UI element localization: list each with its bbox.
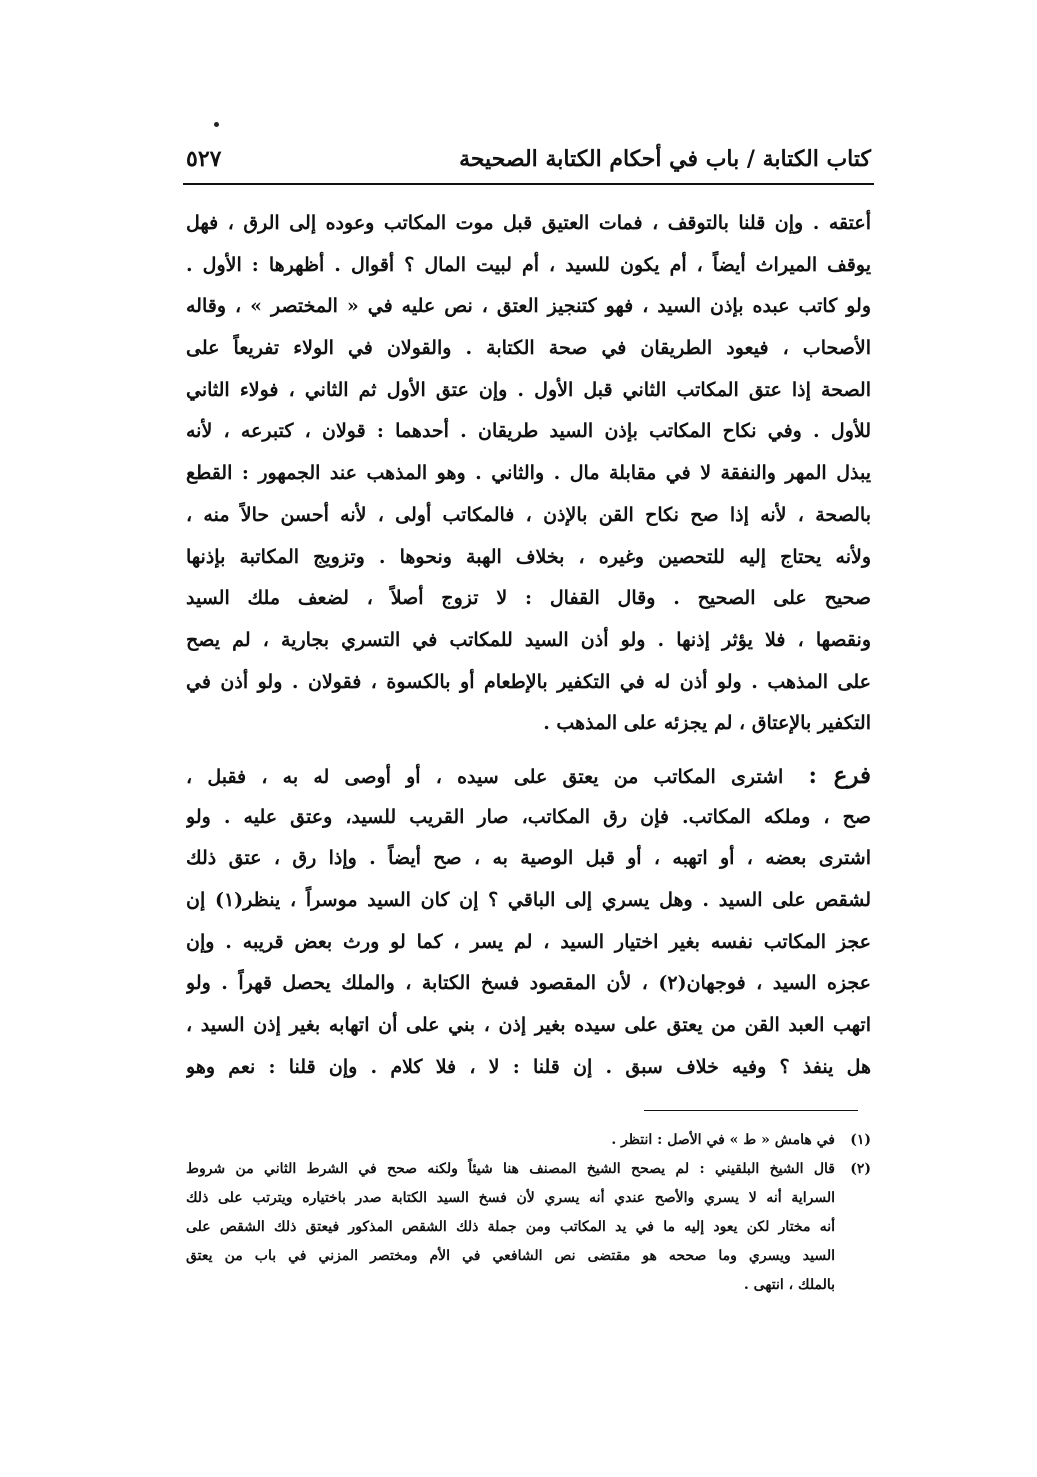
- text-line: ولو كاتب عبده بإذن السيد ، فهو كتنجيز العتق ، نص عليه في « المختصر » ، وقاله: [186, 295, 871, 318]
- text-line: الأصحاب ، فيعود الطريقان في صحة الكتابة . والقولان في الولاء تفريعاً على: [186, 337, 871, 360]
- footnotes: [186, 1126, 871, 1300]
- footnote-1: [186, 1126, 871, 1155]
- header-divider: [183, 183, 874, 185]
- footnote-divider: [644, 1110, 858, 1111]
- footnote-text: قال الشيخ البلقيني : لم يصحح الشيخ المصنف هنا شيئاً ولكنه صحح في الشرط الثاني من شروط: [186, 1161, 835, 1177]
- text-line: للأول . وفي نكاح المكاتب بإذن السيد طريقان . أحدهما : قولان ، كتبرعه ، لأنه: [186, 420, 871, 443]
- text-line: صح ، وملكه المكاتب. فإن رق المكاتب، صار القريب للسيد، وعتق عليه . ولو: [186, 805, 871, 828]
- text-line: الصحة إذا عتق المكاتب الثاني قبل الأول . وإن عتق الأول ثم الثاني ، فولاء الثاني: [186, 378, 871, 401]
- footnote-text: السراية أنه لا يسري والأصح عندي أنه يسري لأن فسخ السيد الكتابة صدر باختياره ويترتب على ذلك: [186, 1190, 835, 1206]
- page-mark-dot: [214, 122, 219, 127]
- far-label: فرع :: [808, 761, 871, 789]
- text-line: بالصحة ، لأنه إذا صح نكاح القن بالإذن ، فالمكاتب أولى ، لأنه أحسن حالاً منه ،: [186, 503, 871, 526]
- text-line: ولأنه يحتاج إليه للتحصين وغيره ، بخلاف الهبة ونحوها . وتزويج المكاتبة بإذنها: [186, 545, 871, 568]
- running-header: [186, 136, 871, 180]
- footnote-2: [186, 1155, 871, 1184]
- paragraph-gap: [186, 745, 871, 755]
- text-line: يوقف الميراث أيضاً ، أم يكون للسيد ، أم لبيت المال ؟ أقوال . أظهرها : الأول .: [186, 253, 871, 276]
- footnote-number: (١): [850, 1132, 871, 1148]
- text-line: أعتقه . وإن قلنا بالتوقف ، فمات العتيق قبل موت المكاتب وعوده إلى الرق ، فهل: [186, 212, 871, 234]
- far-heading-line: [186, 755, 871, 797]
- text-line: صحيح على الصحيح . وقال القفال : لا تزوج أصلاً ، لضعف ملك السيد: [186, 587, 871, 610]
- footnote-text: أنه مختار لكن يعود إليه ما في يد المكاتب ومن جملة ذلك الشقص المذكور فيعتق ذلك الشقص على: [186, 1219, 835, 1235]
- text-line: التكفير بالإعتاق ، لم يجزئه على المذهب .: [543, 712, 871, 735]
- text-line: عجز المكاتب نفسه بغير اختيار السيد ، لم يسر ، كما لو ورث بعض قريبه . وإن: [186, 930, 871, 953]
- header-title: كتاب الكتابة / باب في أحكام الكتابة الصحيحة: [459, 146, 871, 172]
- footnote-text: بالملك ، انتهى .: [743, 1277, 835, 1293]
- text-line: اشترى المكاتب من يعتق على سيده ، أو أوصى له به ، فقبل ،: [186, 765, 784, 788]
- footnote-text: السيد ويسري وما صححه هو مقتضى نص الشافعي في الأم ومختصر المزني في باب من يعتق: [186, 1248, 835, 1264]
- text-line: اشترى بعضه ، أو اتهبه ، أو قبل الوصية به ، صح أيضاً . وإذا رق ، عتق ذلك: [186, 847, 871, 870]
- text-line: عجزه السيد ، فوجهان(٢) ، لأن المقصود فسخ الكتابة ، والملك يحصل قهراً . ولو: [186, 972, 871, 995]
- footnote-number: (٢): [850, 1161, 871, 1177]
- text-line: لشقص على السيد . وهل يسري إلى الباقي ؟ إن كان السيد موسراً ، ينظر(١) إن: [186, 889, 871, 911]
- text-line: اتهب العبد القن من يعتق على سيده بغير إذن ، بني على أن اتهابه بغير إذن السيد ،: [186, 1014, 871, 1037]
- page-number: ٥٢٧: [186, 146, 222, 172]
- text-line: ونقصها ، فلا يؤثر إذنها . ولو أذن السيد للمكاتب في التسري بجارية ، لم يصح: [186, 628, 871, 651]
- main-text: [186, 203, 871, 1088]
- text-line: يبذل المهر والنفقة لا في مقابلة مال . والثاني . وهو المذهب عند الجمهور : القطع: [186, 462, 871, 485]
- text-line: هل ينفذ ؟ وفيه خلاف سبق . إن قلنا : لا ، فلا كلام . وإن قلنا : نعم وهو: [186, 1055, 871, 1078]
- footnote-text: في هامش « ط » في الأصل : انتظر .: [611, 1132, 835, 1148]
- text-line: على المذهب . ولو أذن له في التكفير بالإطعام أو بالكسوة ، فقولان . ولو أذن في: [186, 670, 871, 693]
